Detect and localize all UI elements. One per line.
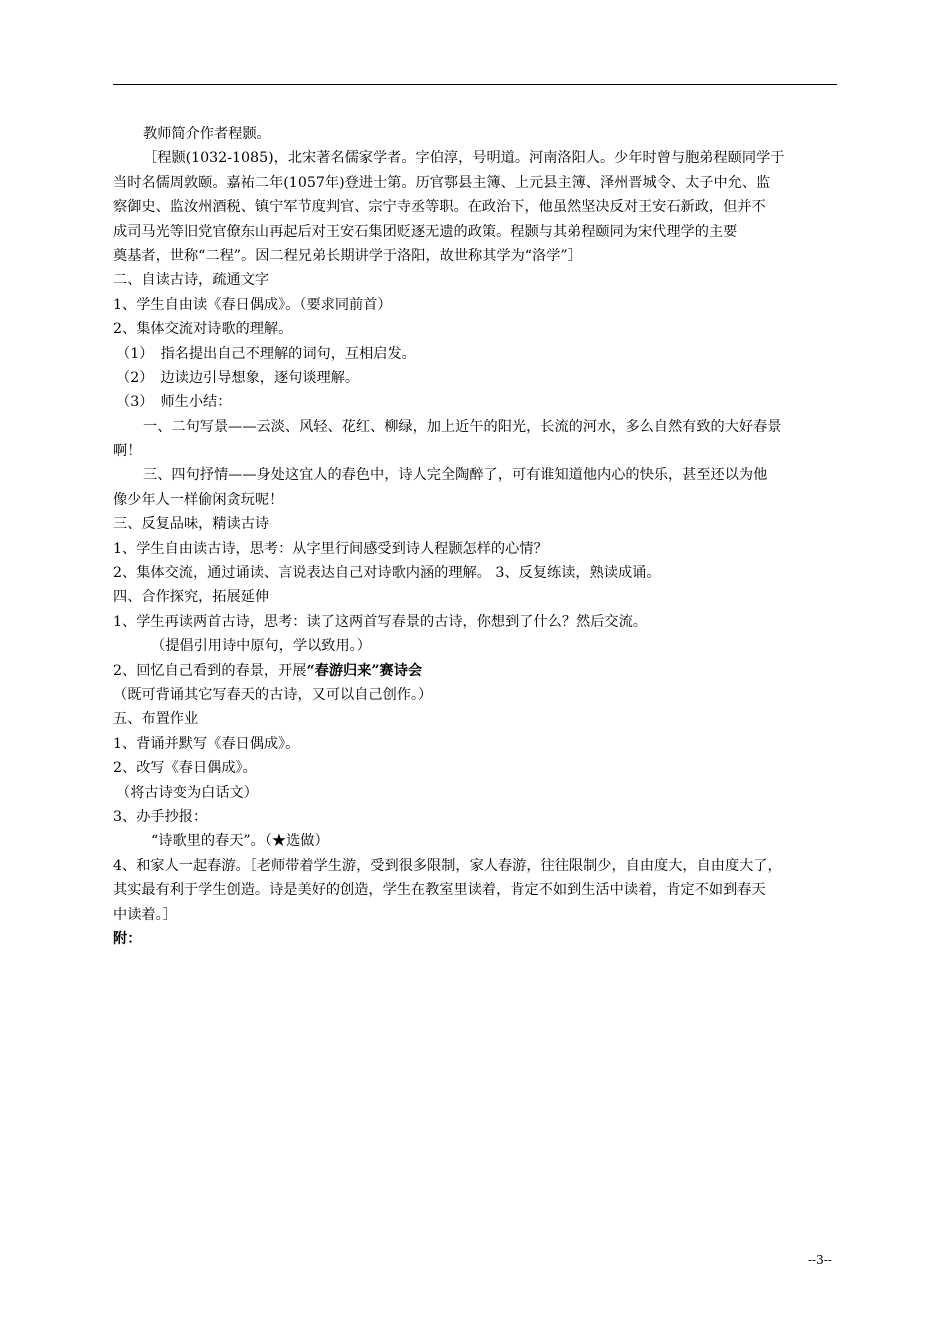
intro-line: 教师简介作者程颢。 — [143, 126, 271, 142]
page-number: --3-- — [808, 1253, 832, 1267]
bio-line: ［程颢(1032-1085)，北宋著名儒家学者。字伯淳，号明道。河南洛阳人。少年时曾与胞弟程颐同学于 — [143, 150, 785, 167]
item-text: 2、回忆自己看到的春景，开展 — [113, 662, 307, 679]
section-heading-4: 四、合作探究，拓展延伸 — [113, 589, 270, 606]
section-heading-5: 五、布置作业 — [113, 711, 199, 728]
poetry-contest-title: “春游归来”赛诗会 — [306, 662, 423, 679]
section-heading-3: 三、反复品味，精读古诗 — [113, 516, 270, 533]
list-item: 1、背诵并默写《春日偶成》。 — [113, 735, 300, 752]
summary-line: 一、二句写景——云淡、风轻、花红、柳绿，加上近午的阳光，长流的河水，多么自然有致的大好春景 — [143, 418, 782, 435]
summary-line: 三、四句抒情——身处这宜人的春色中，诗人完全陶醉了，可有谁知道他内心的快乐，甚至还以为他 — [143, 467, 768, 484]
list-item-line: 其实最有利于学生创造。诗是美好的创造，学生在教室里读着，肯定不如到生活中读着，肯定不如到春天 — [113, 882, 766, 899]
item-note: （将古诗变为白话文） — [116, 784, 258, 801]
item-note: （提倡引用诗中原句，学以致用。） — [151, 638, 371, 655]
bio-line: 奠基者，世称“二程”。因二程兄弟长期讲学于洛阳，故世称其学为“洛学”］ — [113, 247, 582, 264]
list-item: 1、学生再读两首古诗，思考：读了这两首写春景的古诗，你想到了什么？然后交流。 — [113, 613, 647, 630]
list-item: 2、改写《春日偶成》。 — [113, 760, 257, 777]
bio-line: 察御史、监汝州酒税、镇宁军节度判官、宗宁寺丞等职。在政治下，他虽然坚决反对王安石新政，但并不 — [113, 199, 766, 216]
document-body — [113, 122, 859, 951]
item-note: （既可背诵其它写春天的古诗，又可以自己创作。） — [113, 686, 433, 703]
section-heading-2: 二、自读古诗，疏通文字 — [113, 272, 270, 289]
list-item: 2、集体交流，通过诵读、言说表达自己对诗歌内涵的理解。 3、反复练读，熟读成诵。 — [113, 565, 661, 582]
list-item: 1、学生自由读古诗，思考：从字里行间感受到诗人程颢怎样的心情？ — [113, 540, 548, 557]
summary-line: 啊！ — [113, 443, 142, 460]
bio-line: 当时名儒周敦颐。嘉祐二年(1057年)登进士第。历官鄠县主簿、上元县主簿、泽州晋城令、太子中允、监 — [113, 174, 771, 191]
family-outing-item — [113, 854, 859, 927]
list-item: 2、集体交流对诗歌的理解。 — [113, 321, 293, 338]
list-item-line: 中读着。］ — [113, 906, 177, 923]
list-item — [113, 659, 859, 683]
sub-item: （2） 边读边引导想象，逐句谈理解。 — [116, 369, 360, 386]
summary-line: 像少年人一样偷闲贪玩呢！ — [113, 491, 284, 508]
list-item-line: 4、和家人一起春游。［老师带着学生游，受到很多限制，家人春游，往往限制少，自由度大，自由度大了， — [113, 857, 782, 874]
author-bio — [113, 146, 859, 268]
sub-item: （1） 指名提出自己不理解的词句，互相启发。 — [116, 345, 416, 362]
summary-emotion — [113, 463, 859, 512]
list-item: 1、学生自由读《春日偶成》。（要求同前首） — [113, 296, 392, 313]
header-rule — [113, 84, 837, 85]
list-item: 3、办手抄报： — [113, 808, 208, 825]
sub-item: （3） 师生小结： — [116, 394, 232, 411]
appendix-label: 附： — [113, 930, 142, 947]
bio-line: 成司马光等旧党官僚东山再起后对王安石集团贬逐无遗的政策。程颢与其弟程颐同为宋代理学的主要 — [113, 223, 738, 240]
item-note: “诗歌里的春天”。（★选做） — [151, 833, 329, 850]
summary-scenery — [113, 415, 859, 464]
